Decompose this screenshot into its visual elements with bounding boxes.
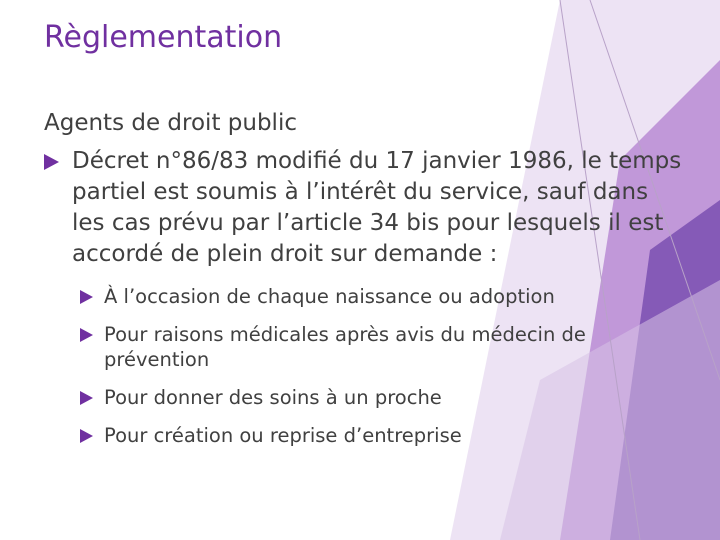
list-item-text: À l’occasion de chaque naissance ou adoption bbox=[104, 285, 555, 308]
arrow-bullet-icon bbox=[44, 154, 59, 170]
page-title: Règlementation bbox=[44, 20, 283, 55]
list-item-text: Décret n°86/83 modifié du 17 janvier 1986, le temps partiel est soumis à l’intérêt du service, sauf dans les cas prévu par l’article 34 bis pour lesquels il est accordé de plein droit sur demande : bbox=[72, 148, 682, 267]
list-item-text: Pour donner des soins à un proche bbox=[104, 386, 442, 409]
arrow-bullet-icon bbox=[80, 391, 93, 405]
list-item bbox=[80, 385, 684, 410]
arrow-bullet-icon bbox=[80, 290, 93, 304]
arrow-bullet-icon bbox=[80, 429, 93, 443]
list-item bbox=[80, 284, 684, 309]
list-item-text: Pour création ou reprise d’entreprise bbox=[104, 424, 462, 447]
slide-content bbox=[44, 110, 684, 461]
list-item bbox=[80, 423, 684, 448]
list-item bbox=[44, 146, 684, 270]
section-heading: Agents de droit public bbox=[44, 110, 297, 136]
list-item-text: Pour raisons médicales après avis du médecin de prévention bbox=[104, 323, 586, 371]
list-item bbox=[80, 322, 684, 372]
arrow-bullet-icon bbox=[80, 328, 93, 342]
